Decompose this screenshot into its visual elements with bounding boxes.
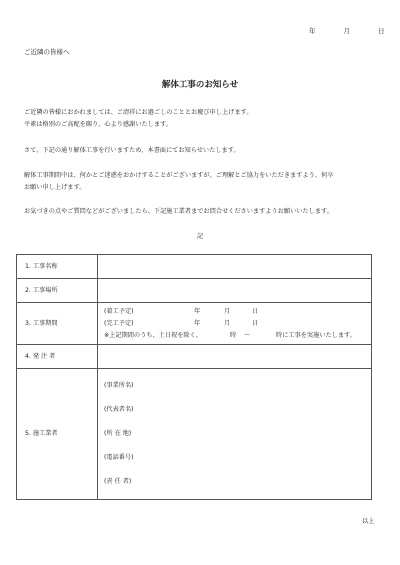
start-day: 日 — [252, 307, 259, 315]
contractor-field-address: (所 在 地) — [104, 430, 132, 437]
note-tilde: 〜 — [244, 331, 251, 339]
document-title: 解体工事のお知らせ — [161, 80, 239, 90]
contractor-field-phone: (電話番号) — [104, 454, 134, 461]
paragraph-line: 平素は格別のご高配を賜り、心より感謝いたします。 — [24, 121, 173, 128]
start-year: 年 — [194, 307, 201, 315]
end-day: 日 — [252, 319, 259, 327]
note-prefix: ※上記期間のうち、土日祝を除く、 — [104, 331, 202, 339]
table-row — [17, 369, 372, 500]
contractor-field-representative: (代表者名) — [104, 406, 134, 413]
work-hours-note — [98, 330, 371, 342]
table-row — [17, 345, 372, 369]
construction-site-value — [98, 279, 372, 303]
closing-text: 以上 — [362, 518, 375, 525]
date-year: 年 — [309, 27, 316, 35]
table-row — [17, 279, 372, 303]
contractor-field-manager: (責 任 者) — [104, 478, 132, 485]
table-row — [17, 303, 372, 345]
paragraph-line: お願い申し上げます。 — [24, 184, 86, 191]
start-month: 月 — [224, 307, 231, 315]
note-suffix: 時に工事を実施いたします。 — [276, 331, 356, 339]
note-hour: 時 — [230, 331, 237, 339]
end-label: (完工予定) — [104, 319, 134, 327]
paragraph-line: さて、下記の通り解体工事を行いますため、本書面にてお知らせいたします。 — [24, 147, 240, 154]
paragraph-line: お気づきの点やご質問などがございましたら、下記施工業者までお問合せくださいますようお願いいたします。 — [24, 208, 333, 215]
construction-name-value — [98, 255, 372, 279]
table-row — [17, 255, 372, 279]
row-label-contractor: 5. 施工業者 — [17, 369, 98, 500]
start-label: (着工予定) — [104, 307, 134, 315]
row-label-construction-period: 3. 工事期間 — [17, 303, 98, 345]
end-year: 年 — [194, 319, 201, 327]
date-month: 月 — [343, 27, 350, 35]
contractor-field-office: (事業所名) — [104, 382, 134, 389]
notice-table — [16, 254, 372, 500]
construction-period-value — [98, 303, 372, 345]
start-date-line — [98, 306, 371, 318]
ki-heading: 記 — [196, 233, 204, 240]
date-line — [309, 26, 385, 35]
addressee: ご近隣の皆様へ — [24, 48, 70, 56]
contractor-value — [98, 369, 372, 500]
paragraph-line: ご近隣の皆様におかれましては、ご清祥にお過ごしのこととお慶び申し上げます。 — [24, 109, 253, 116]
end-month: 月 — [224, 319, 231, 327]
orderer-value — [98, 345, 372, 369]
row-label-construction-site: 2. 工事場所 — [17, 279, 98, 303]
row-label-orderer: 4. 発 注 者 — [17, 345, 98, 369]
paragraph-line: 解体工事期間中は、何かとご迷惑をおかけすることがございますが、ご理解とご協力をいただきますよう、何卒 — [24, 172, 334, 179]
end-date-line — [98, 318, 371, 330]
date-day: 日 — [378, 27, 385, 35]
row-label-construction-name: 1. 工事名称 — [17, 255, 98, 279]
